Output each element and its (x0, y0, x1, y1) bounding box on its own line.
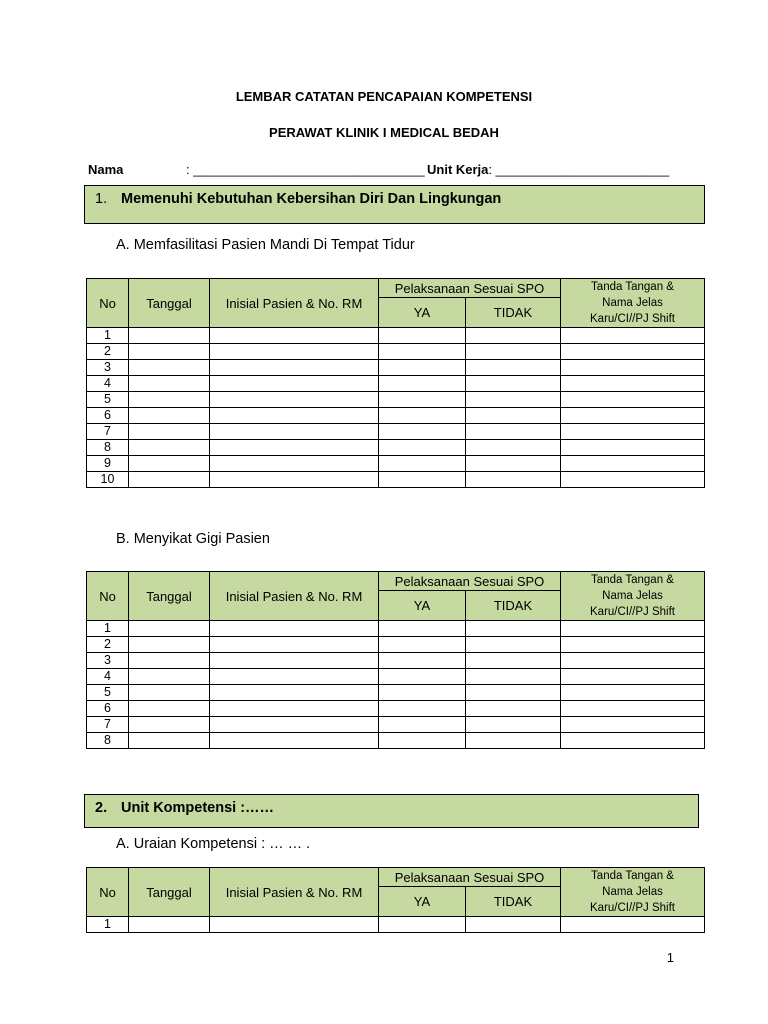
header-tidak: TIDAK (466, 887, 561, 917)
inisial-cell[interactable] (210, 440, 379, 456)
tidak-cell[interactable] (466, 917, 561, 933)
tanggal-cell[interactable] (129, 917, 210, 933)
inisial-cell[interactable] (210, 621, 379, 637)
inisial-cell[interactable] (210, 344, 379, 360)
row-number: 9 (87, 456, 129, 472)
row-number: 2 (87, 637, 129, 653)
row-number: 4 (87, 669, 129, 685)
tanda-tangan-cell[interactable] (561, 328, 705, 344)
tidak-cell[interactable] (466, 637, 561, 653)
table-row (87, 653, 705, 669)
row-number: 8 (87, 733, 129, 749)
inisial-cell[interactable] (210, 392, 379, 408)
table-1b-body (87, 621, 705, 749)
header-tanggal: Tanggal (129, 279, 210, 328)
tidak-cell[interactable] (466, 344, 561, 360)
table-row (87, 701, 705, 717)
header-tanggal: Tanggal (129, 572, 210, 621)
table-row (87, 621, 705, 637)
tidak-cell[interactable] (466, 472, 561, 488)
section-1-number: 1. (95, 191, 108, 207)
row-number: 3 (87, 360, 129, 376)
tidak-cell[interactable] (466, 653, 561, 669)
ya-cell[interactable] (379, 472, 466, 488)
row-number: 1 (87, 621, 129, 637)
tidak-cell[interactable] (466, 424, 561, 440)
tanggal-cell[interactable] (129, 701, 210, 717)
tidak-cell[interactable] (466, 360, 561, 376)
section-2-number: 2. (95, 800, 108, 816)
inisial-cell[interactable] (210, 328, 379, 344)
page-number: 1 (666, 950, 674, 965)
ya-cell[interactable] (379, 669, 466, 685)
tidak-cell[interactable] (466, 669, 561, 685)
tanda-tangan-cell[interactable] (561, 733, 705, 749)
tanggal-cell[interactable] (129, 717, 210, 733)
row-number: 5 (87, 392, 129, 408)
table-1a-body (87, 328, 705, 488)
table-2a-body (87, 917, 705, 933)
ya-cell[interactable] (379, 360, 466, 376)
row-number: 6 (87, 408, 129, 424)
tanda-tangan-cell[interactable] (561, 440, 705, 456)
tanda-tangan-cell[interactable] (561, 456, 705, 472)
table-row (87, 456, 705, 472)
header-ya: YA (379, 298, 466, 328)
table-row (87, 440, 705, 456)
header-no: No (87, 572, 129, 621)
table-2a (86, 867, 705, 933)
tanda-tangan-cell[interactable] (561, 392, 705, 408)
header-tidak: TIDAK (466, 298, 561, 328)
section-2-header (84, 794, 699, 828)
tanggal-cell[interactable] (129, 408, 210, 424)
table-row (87, 917, 705, 933)
subsection-1b-title: B. Menyikat Gigi Pasien (116, 531, 270, 547)
tanggal-cell[interactable] (129, 328, 210, 344)
section-1-title: Memenuhi Kebutuhan Kebersihan Diri Dan Lingkungan (121, 191, 502, 207)
header-pelaksanaan: Pelaksanaan Sesuai SPO (379, 868, 561, 887)
table-row (87, 717, 705, 733)
tanda-tangan-cell[interactable] (561, 637, 705, 653)
tanda-tangan-cell[interactable] (561, 424, 705, 440)
header-tanggal: Tanggal (129, 868, 210, 917)
table-row (87, 637, 705, 653)
row-number: 10 (87, 472, 129, 488)
inisial-cell[interactable] (210, 685, 379, 701)
section-1-header (84, 185, 705, 224)
tanda-tangan-cell[interactable] (561, 701, 705, 717)
tanda-tangan-cell[interactable] (561, 685, 705, 701)
tanda-tangan-cell[interactable] (561, 669, 705, 685)
table-row (87, 392, 705, 408)
table-row (87, 360, 705, 376)
header-ya: YA (379, 591, 466, 621)
nama-label: Nama (88, 162, 124, 177)
tanda-tangan-cell[interactable] (561, 653, 705, 669)
tanggal-cell[interactable] (129, 653, 210, 669)
inisial-cell[interactable] (210, 733, 379, 749)
header-tanda-tangan: Tanda Tangan & Nama Jelas Karu/CI//PJ Shift (561, 868, 705, 917)
header-ya: YA (379, 887, 466, 917)
ya-cell[interactable] (379, 621, 466, 637)
ya-cell[interactable] (379, 344, 466, 360)
tanda-tangan-cell[interactable] (561, 376, 705, 392)
row-number: 5 (87, 685, 129, 701)
inisial-cell[interactable] (210, 701, 379, 717)
inisial-cell[interactable] (210, 456, 379, 472)
inisial-cell[interactable] (210, 376, 379, 392)
table-row (87, 685, 705, 701)
tanda-tangan-cell[interactable] (561, 360, 705, 376)
row-number: 6 (87, 701, 129, 717)
ya-cell[interactable] (379, 424, 466, 440)
tanda-tangan-cell[interactable] (561, 621, 705, 637)
tanggal-cell[interactable] (129, 637, 210, 653)
tanggal-cell[interactable] (129, 392, 210, 408)
header-inisial: Inisial Pasien & No. RM (210, 572, 379, 621)
tanggal-cell[interactable] (129, 669, 210, 685)
inisial-cell[interactable] (210, 917, 379, 933)
header-no: No (87, 868, 129, 917)
tidak-cell[interactable] (466, 392, 561, 408)
tidak-cell[interactable] (466, 456, 561, 472)
header-inisial: Inisial Pasien & No. RM (210, 868, 379, 917)
ya-cell[interactable] (379, 440, 466, 456)
document-title: LEMBAR CATATAN PENCAPAIAN KOMPETENSI (235, 89, 533, 104)
section-2-title: Unit Kompetensi :…… (121, 800, 275, 816)
tanggal-cell[interactable] (129, 344, 210, 360)
table-row (87, 408, 705, 424)
tanggal-cell[interactable] (129, 472, 210, 488)
tanda-tangan-cell[interactable] (561, 717, 705, 733)
header-no: No (87, 279, 129, 328)
ya-cell[interactable] (379, 637, 466, 653)
row-number: 7 (87, 424, 129, 440)
ya-cell[interactable] (379, 456, 466, 472)
tanda-tangan-cell[interactable] (561, 344, 705, 360)
tanggal-cell[interactable] (129, 621, 210, 637)
tanggal-cell[interactable] (129, 360, 210, 376)
tidak-cell[interactable] (466, 733, 561, 749)
header-tidak: TIDAK (466, 591, 561, 621)
tidak-cell[interactable] (466, 621, 561, 637)
ya-cell[interactable] (379, 653, 466, 669)
inisial-cell[interactable] (210, 360, 379, 376)
table-1b (86, 571, 705, 749)
tanggal-cell[interactable] (129, 376, 210, 392)
row-number: 3 (87, 653, 129, 669)
header-tanda-tangan: Tanda Tangan & Nama Jelas Karu/CI//PJ Shift (561, 279, 705, 328)
table-row (87, 472, 705, 488)
tanggal-cell[interactable] (129, 456, 210, 472)
ya-cell[interactable] (379, 328, 466, 344)
tanda-tangan-cell[interactable] (561, 408, 705, 424)
tanggal-cell[interactable] (129, 424, 210, 440)
subsection-1a-title: A. Memfasilitasi Pasien Mandi Di Tempat Tidur (116, 237, 415, 253)
subsection-2a-title: A. Uraian Kompetensi : … … . (116, 836, 311, 852)
row-number: 2 (87, 344, 129, 360)
tidak-cell[interactable] (466, 685, 561, 701)
header-tanda-tangan: Tanda Tangan & Nama Jelas Karu/CI//PJ Shift (561, 572, 705, 621)
table-row (87, 328, 705, 344)
tanggal-cell[interactable] (129, 440, 210, 456)
row-number: 4 (87, 376, 129, 392)
ya-cell[interactable] (379, 917, 466, 933)
row-number: 8 (87, 440, 129, 456)
tanda-tangan-cell[interactable] (561, 472, 705, 488)
tidak-cell[interactable] (466, 701, 561, 717)
unit-kerja-field: Unit Kerja: ________________________ (427, 162, 670, 177)
ya-cell[interactable] (379, 701, 466, 717)
table-row (87, 376, 705, 392)
ya-cell[interactable] (379, 392, 466, 408)
tidak-cell[interactable] (466, 328, 561, 344)
header-pelaksanaan: Pelaksanaan Sesuai SPO (379, 279, 561, 298)
ya-cell[interactable] (379, 733, 466, 749)
inisial-cell[interactable] (210, 472, 379, 488)
row-number: 7 (87, 717, 129, 733)
ya-cell[interactable] (379, 376, 466, 392)
row-number: 1 (87, 328, 129, 344)
table-row (87, 344, 705, 360)
table-row (87, 424, 705, 440)
tidak-cell[interactable] (466, 408, 561, 424)
ya-cell[interactable] (379, 717, 466, 733)
inisial-cell[interactable] (210, 669, 379, 685)
tidak-cell[interactable] (466, 717, 561, 733)
tidak-cell[interactable] (466, 376, 561, 392)
table-row (87, 669, 705, 685)
tanggal-cell[interactable] (129, 733, 210, 749)
table-1a (86, 278, 705, 488)
ya-cell[interactable] (379, 685, 466, 701)
ya-cell[interactable] (379, 408, 466, 424)
document-subtitle: PERAWAT KLINIK I MEDICAL BEDAH (269, 125, 499, 140)
inisial-cell[interactable] (210, 717, 379, 733)
inisial-cell[interactable] (210, 653, 379, 669)
inisial-cell[interactable] (210, 424, 379, 440)
inisial-cell[interactable] (210, 637, 379, 653)
table-row (87, 733, 705, 749)
header-pelaksanaan: Pelaksanaan Sesuai SPO (379, 572, 561, 591)
nama-field: : ________________________________ (186, 162, 425, 177)
tanda-tangan-cell[interactable] (561, 917, 705, 933)
header-inisial: Inisial Pasien & No. RM (210, 279, 379, 328)
tidak-cell[interactable] (466, 440, 561, 456)
row-number: 1 (87, 917, 129, 933)
inisial-cell[interactable] (210, 408, 379, 424)
tanggal-cell[interactable] (129, 685, 210, 701)
